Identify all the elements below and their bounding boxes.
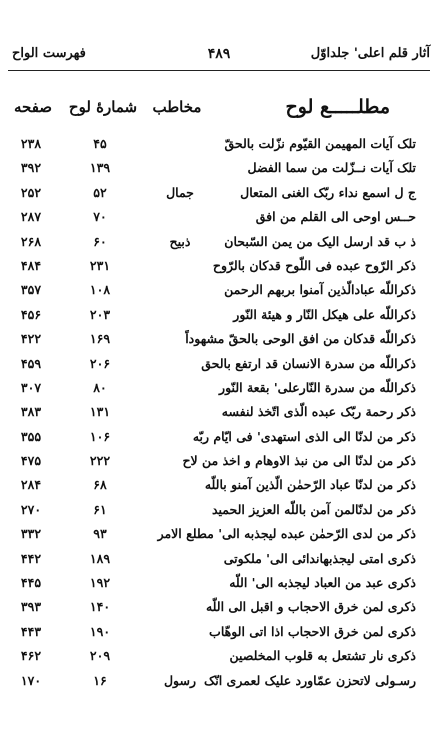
first-line-cell: حــس اوحی الی القلم من افق [255, 209, 416, 225]
running-head [8, 46, 430, 68]
page-cell: ۴۴۲ [20, 550, 42, 566]
table-row [0, 622, 438, 646]
tablet-number-cell: ۱۹۲ [89, 575, 111, 591]
first-line-cell: رسـولی لاتحزن عمّاورد علیک لعمری انّک [204, 672, 416, 688]
first-line-cell: ذ ب قد ارسل الیک من یمن السّبحان [224, 233, 416, 249]
table-row [0, 524, 438, 548]
table-row [0, 207, 438, 231]
page-number: ۴۸۹ [207, 46, 231, 62]
first-line-cell: ذکر من لدنّا الی من نبذ الاوهام و اخذ من لاح [182, 453, 416, 469]
tablet-number-cell: ۱۶ [93, 672, 107, 688]
page-cell: ۱۷۰ [20, 672, 42, 688]
tablet-number-cell: ۱۹۰ [89, 623, 111, 639]
tablet-number-cell: ۴۵ [93, 136, 107, 151]
table-row [0, 354, 438, 378]
tablet-number-cell: ۱۳۱ [89, 404, 111, 420]
column-header-addressee: مخاطب [152, 98, 202, 116]
first-line-cell: ج ل اسمع نداء ربّک الغنی المتعال [240, 184, 416, 200]
tablet-number-cell: ۲۰۹ [89, 648, 111, 664]
page-cell: ۲۵۲ [20, 184, 42, 200]
addressee-cell: رسول [163, 672, 197, 688]
page-cell: ۳۳۲ [20, 526, 42, 542]
first-line-cell: ذکری امتی لیجذبهاندائی الی' ملکوتی [223, 550, 416, 566]
page-cell: ۴۵۹ [20, 355, 42, 371]
tablet-number-cell: ۱۰۶ [89, 428, 111, 444]
tablet-number-cell: ۲۳۱ [89, 257, 111, 273]
page-cell: ۲۸۷ [20, 209, 42, 225]
table-row [0, 500, 438, 524]
first-line-cell: ذکراللّه علی هیکل النّار و هیئة النّور [233, 306, 416, 322]
page-cell: ۲۳۸ [20, 136, 42, 151]
table-row [0, 451, 438, 475]
table-row [0, 280, 438, 304]
column-header-first-line: مطلـــــع لوح [285, 96, 390, 118]
page-cell: ۳۵۵ [20, 428, 42, 444]
section-title: فهرست الواح [12, 46, 86, 61]
tablet-index-table [0, 134, 438, 695]
first-line-cell: ذکر من لدی الرّحمٰن عبده لیجذبه الی' مطلع الامر [157, 526, 416, 542]
first-line-cell: تلک آیات نــزّلت من سما الفضل [247, 160, 416, 176]
first-line-cell: ذکراللّه من سدرة النّارعلی' بقعة النّور [219, 379, 416, 395]
column-header-tablet-number: شمارهٔ لوح [68, 98, 138, 116]
table-row [0, 646, 438, 670]
table-row [0, 573, 438, 597]
table-row [0, 597, 438, 621]
table-row [0, 134, 438, 158]
page-cell: ۳۹۲ [20, 160, 42, 176]
table-row [0, 475, 438, 499]
page-cell: ۴۲۲ [20, 331, 42, 347]
tablet-number-cell: ۹۳ [93, 526, 107, 542]
tablet-number-cell: ۲۲۲ [89, 453, 111, 469]
tablet-number-cell: ۱۰۸ [89, 282, 111, 298]
first-line-cell: تلک آیات المهیمن القیّوم نزّلت بالحقّ [224, 136, 416, 151]
tablet-number-cell: ۱۶۹ [89, 331, 111, 347]
tablet-number-cell: ۷۰ [93, 209, 107, 225]
first-line-cell: ذکراللّه من سدرة الانسان قد ارتفع بالحق [201, 355, 416, 371]
header-rule [8, 70, 430, 71]
book-title: آثار قلم اعلی' جلداوّل [310, 46, 430, 61]
first-line-cell: ذکر رحمة ربّک عبده الّذی اتّخذ لنفسه [221, 404, 416, 420]
table-row [0, 183, 438, 207]
column-header-page: صفحه [13, 98, 53, 116]
tablet-number-cell: ۶۸ [93, 477, 107, 493]
addressee-cell: ذبیح [169, 233, 191, 249]
page-cell: ۳۰۷ [20, 379, 42, 395]
page-cell: ۴۶۲ [20, 648, 42, 664]
first-line-cell: ذکر الرّوح عبده فی اللّوح قدکان بالرّوح [212, 257, 416, 273]
table-row [0, 671, 438, 695]
page-cell: ۲۶۸ [20, 233, 42, 249]
first-line-cell: ذکراللّه قدکان من افق الوحی بالحقّ مشهوداً [185, 331, 416, 347]
first-line-cell: ذکر من لدنّا الی الذی استهدی' فی ایّام ربّه [192, 428, 416, 444]
page-cell: ۳۵۷ [20, 282, 42, 298]
tablet-number-cell: ۶۱ [93, 501, 107, 517]
first-line-cell: ذکراللّه عبادالّذین آمنوا بربهم الرحمن [224, 282, 416, 298]
tablet-number-cell: ۶۰ [93, 233, 107, 249]
page-cell: ۴۵۶ [20, 306, 42, 322]
page-cell: ۴۷۵ [20, 453, 42, 469]
table-row [0, 158, 438, 182]
first-line-cell: ذکری لمن خرق الاحجاب اذا اتی الوهّاب [209, 623, 416, 639]
table-row [0, 256, 438, 280]
tablet-number-cell: ۲۰۶ [89, 355, 111, 371]
page-cell: ۳۸۳ [20, 404, 42, 420]
tablet-number-cell: ۸۰ [93, 379, 107, 395]
page-cell: ۲۷۰ [20, 501, 42, 517]
table-row [0, 402, 438, 426]
table-row [0, 378, 438, 402]
first-line-cell: ذکری نار تشتعل به قلوب المخلصین [229, 648, 416, 664]
tablet-number-cell: ۱۸۹ [89, 550, 111, 566]
page-cell: ۴۴۵ [20, 575, 42, 591]
page-cell: ۲۸۴ [20, 477, 42, 493]
table-row [0, 549, 438, 573]
page-cell: ۴۴۳ [20, 623, 42, 639]
first-line-cell: ذکر من لدنّالمن آمن باللّه العزیز الحمید [211, 501, 416, 517]
first-line-cell: ذکر من لدنّا عباد الرّحمٰن الّذین آمنو باللّه [204, 477, 416, 493]
page-cell: ۴۸۴ [20, 257, 42, 273]
first-line-cell: ذکری عبد من العباد لیجذبه الی' اللّه [229, 575, 416, 591]
table-row [0, 305, 438, 329]
page-cell: ۳۹۳ [20, 599, 42, 615]
tablet-number-cell: ۲۰۳ [89, 306, 111, 322]
tablet-number-cell: ۱۴۰ [89, 599, 111, 615]
table-row [0, 232, 438, 256]
addressee-cell: جمال [166, 184, 194, 200]
table-row [0, 329, 438, 353]
tablet-number-cell: ۱۳۹ [89, 160, 111, 176]
tablet-number-cell: ۵۲ [93, 184, 107, 200]
first-line-cell: ذکری لمن خرق الاحجاب و اقبل الی اللّه [205, 599, 416, 615]
table-row [0, 427, 438, 451]
